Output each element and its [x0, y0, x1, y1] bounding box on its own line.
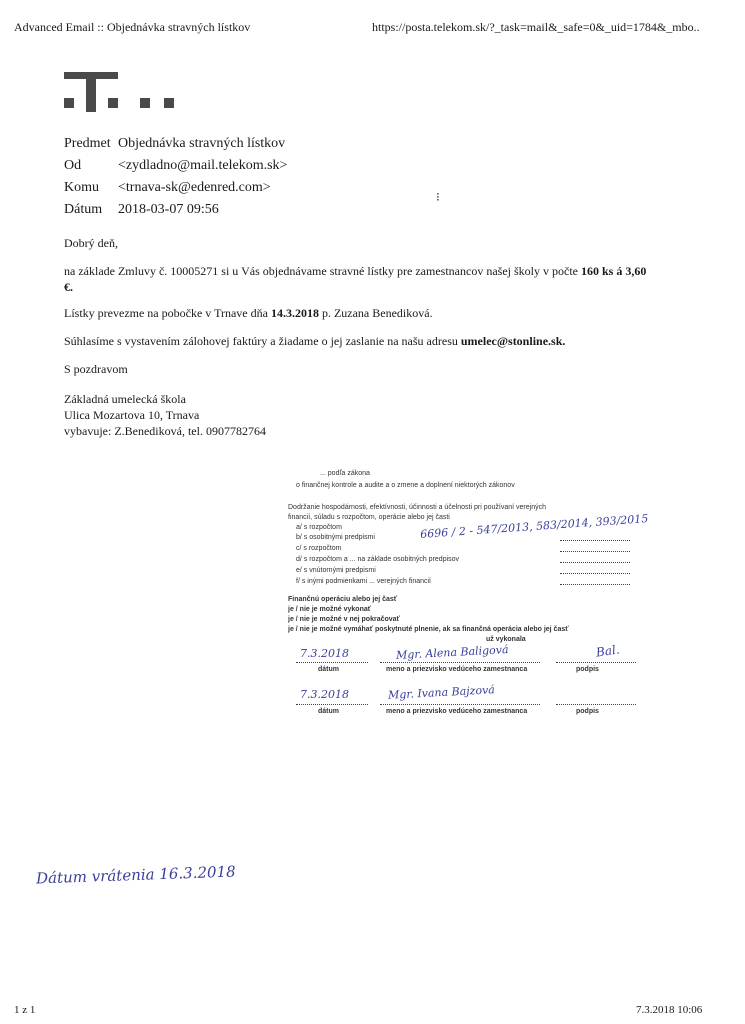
stamp-item-f: f/ s inými podmienkami ... verejných financií — [296, 578, 431, 585]
stamp-line-2: financií, súladu s rozpočtom, operácie alebo jej časti — [288, 514, 450, 521]
print-timestamp: 7.3.2018 10:06 — [636, 1004, 703, 1016]
stamp-item-a: a/ s rozpočtom — [296, 524, 342, 531]
paragraph-pickup — [64, 306, 433, 321]
row2-col-name: meno a priezvisko vedúceho zamestnanca — [386, 708, 528, 715]
stamp-heading-2: o finančnej kontrole a audite a o zmene a doplnení niektorých zákonov — [296, 482, 515, 489]
stamp-dotline — [560, 540, 630, 541]
print-header-url: https://posta.telekom.sk/?_task=mail&_safe=0&_uid=1784&_mbo.. — [372, 20, 700, 34]
row1-col-name: meno a priezvisko vedúceho zamestnanca — [386, 666, 528, 673]
handwritten-signature-1: Bal. — [595, 642, 621, 660]
stamp-option-2: je / nie je možné v nej pokračovať — [288, 616, 400, 623]
handwritten-return-date: Dátum vrátenia 16.3.2018 — [35, 862, 236, 888]
stamp-heading-1: ... podľa zákona — [320, 470, 370, 477]
pickup-person: p. Zuzana Benediková. — [321, 306, 433, 320]
stamp-financial-operation: Finančnú operáciu alebo jej časť — [288, 596, 398, 603]
invoice-email: umelec@stonline.sk. — [460, 334, 566, 348]
subject-label: Predmet — [64, 136, 111, 151]
stamp-item-d: d/ s rozpočtom a ... na základe osobitných predpisov — [296, 556, 460, 563]
pickup-date: 14.3.2018 — [270, 306, 319, 320]
page-number: 1 z 1 — [14, 1004, 36, 1016]
subject-value: Objednávka stravných lístkov — [118, 136, 286, 151]
signature-contact: vybavuje: Z.Benediková, tel. 0907782764 — [64, 424, 266, 438]
print-header-title: Advanced Email :: Objednávka stravných lístkov — [14, 20, 251, 34]
row2-name-line — [380, 704, 540, 705]
handwritten-date-2: 7.3.2018 — [300, 688, 349, 701]
stamp-dotline — [560, 551, 630, 552]
row2-date-line — [296, 704, 368, 705]
from-value: <zydladno@mail.telekom.sk> — [118, 158, 288, 173]
order-text: na základe Zmluvy č. 10005271 si u Vás objednávame stravné lístky pre zamestnancov našej školy v počte — [64, 264, 578, 278]
stamp-item-e: e/ s vnútornými predpismi — [296, 567, 376, 574]
handwritten-name-2: Mgr. Ivana Bajzová — [387, 683, 496, 702]
invoice-text: Súhlasíme s vystavením zálohovej faktúry a žiadame o jej zaslanie na našu adresu — [64, 334, 458, 348]
date-value: 2018-03-07 09:56 — [118, 202, 219, 217]
stray-mark: ⁝ — [436, 190, 440, 204]
row1-date-line — [296, 662, 368, 663]
row2-col-sign: podpis — [576, 708, 599, 715]
row1-name-line — [380, 662, 540, 663]
logo-dot — [164, 98, 174, 108]
handwritten-date-1: 7.3.2018 — [300, 647, 349, 660]
row1-col-sign: podpis — [576, 666, 599, 673]
row1-sign-line — [556, 662, 636, 663]
stamp-dotline — [560, 584, 630, 585]
from-label: Od — [64, 158, 82, 173]
logo-dot — [140, 98, 150, 108]
closing: S pozdravom — [64, 362, 128, 376]
handwritten-name-1: Mgr. Alena Baligová — [395, 643, 509, 662]
order-currency: €. — [64, 280, 73, 294]
to-label: Komu — [64, 180, 99, 195]
paragraph-invoice — [64, 334, 565, 349]
stamp-option-3b: už vykonala — [486, 636, 526, 643]
stamp-item-c: c/ s rozpočtom — [296, 545, 342, 552]
order-quantity: 160 ks á 3,60 — [580, 264, 647, 278]
stamp-dotline — [560, 573, 630, 574]
row1-col-date: dátum — [318, 666, 339, 673]
pickup-text: Lístky prevezme na pobočke v Trnave dňa — [64, 306, 268, 320]
stamp-line-1: Dodržanie hospodárnosti, efektívnosti, účinnosti a účelnosti pri používaní verejných — [288, 504, 546, 511]
signature-address: Ulica Mozartova 10, Trnava — [64, 408, 200, 422]
stamp-item-b: b/ s osobitnými predpismi — [296, 534, 375, 541]
to-value: <trnava-sk@edenred.com> — [118, 180, 271, 195]
signature-school: Základná umelecká škola — [64, 392, 186, 406]
stamp-option-1: je / nie je možné vykonať — [288, 606, 372, 613]
row2-col-date: dátum — [318, 708, 339, 715]
row2-sign-line — [556, 704, 636, 705]
date-label: Dátum — [64, 202, 103, 217]
stamp-dotline — [560, 562, 630, 563]
stamp-option-3: je / nie je možné vymáhať poskytnuté plnenie, ak sa finančná operácia alebo jej časť — [288, 626, 569, 633]
greeting: Dobrý deň, — [64, 236, 118, 250]
paragraph-order — [64, 264, 646, 279]
handwritten-codes: 6696 / 2 - 547/2013, 583/2014, 393/2015 — [419, 512, 649, 541]
